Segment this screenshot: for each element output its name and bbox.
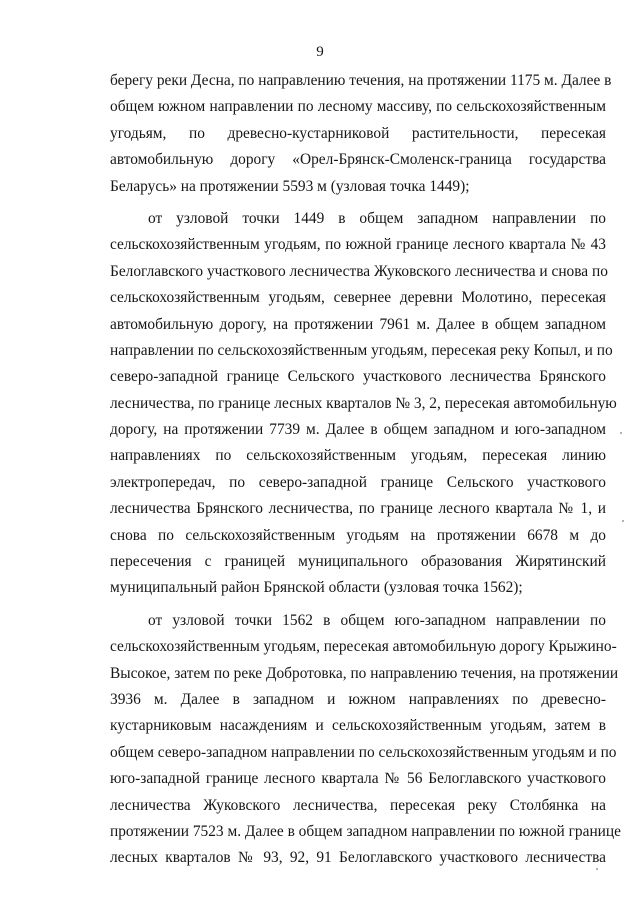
text-line: лесничества Брянского лесничества, по границе лесного квартала № 1, и	[110, 500, 606, 518]
paragraph	[110, 608, 621, 872]
page-number: 9	[316, 44, 324, 60]
text-line: 3936 м. Далее в западном и южном направлениях по древесно-	[110, 690, 606, 708]
text-line: электропередач, по северо-западной границе Сельского участкового	[110, 473, 606, 491]
text-line: автомобильную дорогу «Орел-Брянск-Смоленск-граница государства	[110, 151, 606, 169]
text-line: направлениях по сельскохозяйственным угодьям, пересекая линию	[110, 447, 606, 465]
text-line: дорогу, на протяжении 7739 м. Далее в общем западном и юго-западном	[110, 421, 606, 439]
paragraph	[110, 206, 617, 602]
text-line: сельскохозяйственным угодьям, по южной границе лесного квартала № 43	[110, 236, 606, 254]
text-line: общем северо-западном направлении по сельскохозяйственным угодьям и по	[110, 743, 617, 761]
text-line: муниципальный район Брянской области (узловая точка 1562);	[110, 579, 523, 597]
text-line: берегу реки Десна, по направлению течения, на протяжении 1175 м. Далее в	[110, 72, 612, 89]
text-line: кустарниковым насаждениям и сельскохозяйственным угодьям, затем в	[110, 717, 606, 735]
text-line: направлении по сельскохозяйственным угодьям, пересекая реку Копыл, и по	[110, 341, 613, 359]
text-line: Беларусь» на протяжении 5593 м (узловая точка 1449);	[110, 177, 470, 195]
text-line: сельскохозяйственным угодьям, пересекая автомобильную дорогу Крыжино-	[110, 638, 617, 656]
text-line: от узловой точки 1449 в общем западном направлении по	[148, 209, 606, 227]
document-body	[110, 68, 621, 872]
text-line: сельскохозяйственным угодьям, севернее деревни Молотино, пересекая	[110, 289, 606, 307]
text-line: Белоглавского участкового лесничества Жуковского лесничества и снова по	[110, 262, 608, 280]
text-line: лесных кварталов № 93, 92, 91 Белоглавского участкового лесничества	[110, 849, 606, 867]
scan-speck	[596, 868, 598, 870]
text-line: угодьям, по древесно-кустарниковой растительности, пересекая	[110, 124, 606, 142]
text-line: снова по сельскохозяйственным угодьям на протяжении 6678 м до	[110, 526, 606, 544]
text-line: лесничества Жуковского лесничества, пересекая реку Столбянка на	[110, 796, 606, 814]
text-line: Высокое, затем по реке Добротовка, по направлению течения, на протяжении	[110, 664, 619, 682]
text-line: пересечения с границей муниципального образования Жирятинский	[110, 553, 606, 571]
scan-speck	[620, 432, 622, 434]
text-line: северо-западной границе Сельского участкового лесничества Брянского	[110, 368, 606, 386]
text-line: протяжении 7523 м. Далее в общем западном направлении по южной границе	[110, 822, 621, 840]
scan-speck	[622, 520, 624, 522]
text-line: лесничества, по границе лесных кварталов № 3, 2, пересекая автомобильную	[110, 394, 617, 412]
text-line: юго-западной границе лесного квартала № 56 Белоглавского участкового	[110, 770, 606, 788]
text-line: от узловой точки 1562 в общем юго-западном направлении по	[148, 611, 606, 629]
paragraph	[110, 68, 612, 200]
text-line: общем южном направлении по лесному массиву, по сельскохозяйственным	[110, 98, 606, 116]
text-line: автомобильную дорогу, на протяжении 7961 м. Далее в общем западном	[110, 315, 606, 333]
